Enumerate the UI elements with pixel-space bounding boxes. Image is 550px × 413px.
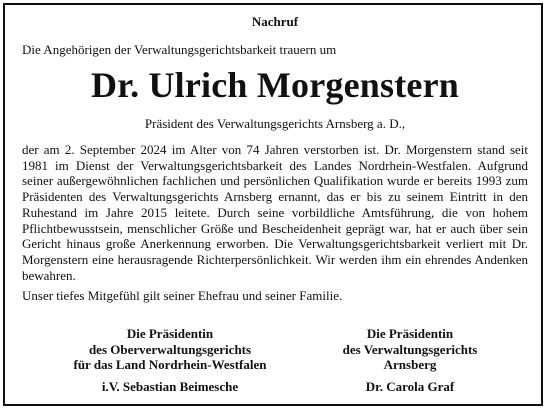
notice-closing: Unser tiefes Mitgefühl gilt seiner Ehefrau und seiner Familie. [22, 288, 343, 303]
signature-right-line1: Die Präsidentin [366, 326, 454, 341]
notice-heading: Nachruf [251, 14, 299, 29]
deceased-role: Präsident des Verwaltungsgerichts Arnsberg a. D., [144, 116, 406, 131]
signature-left-line3: für das Land Nordrhein-Westfalen [73, 357, 267, 373]
signatory-name-left: i.V. Sebastian Beimesche [101, 379, 239, 394]
signature-block-left [60, 326, 280, 373]
deceased-name: Dr. Ulrich Morgenstern [91, 65, 459, 105]
notice-body: der am 2. September 2024 im Alter von 74 Jahren verstorben ist. Dr. Morgenstern stand seit 1981 im Dienst der Verwaltungsgerichtsbarkeit des Landes Nordrhein-Westfalen. Aufgrund seiner außergewöhnlichen fachlichen und persönlichen Qualifikation wurde er bereits 1993 zum Präsidenten des Verwaltungsgerichts Arnsberg ernannt, das er bis zu seinem Eintritt in den Ruhestand im Jahre 2015 leitete. Durch seine vorbildliche Amtsführung, die von hohem Pflichtbewusstsein, menschlicher Größe und Bescheidenheit geprägt war, hat er auch über sein Gericht hinaus große Anerkennung erworben. Die Verwaltungsgerichtsbarkeit verliert mit Dr. Morgenstern eine herausragende Richterpersönlichkeit. Wir werden ihm ein ehrendes Andenken bewahren. [22, 142, 528, 283]
signature-left-line1: Die Präsidentin [126, 326, 214, 341]
signature-left-line2: des Oberverwaltungsgerichts [88, 341, 252, 357]
signature-right-line3: Arnsberg [383, 357, 437, 373]
signature-block-right [300, 326, 520, 373]
notice-intro: Die Angehörigen der Verwaltungsgerichtsbarkeit trauern um [22, 42, 337, 57]
signatory-name-right: Dr. Carola Graf [365, 379, 455, 394]
signature-right-line2: des Verwaltungsgerichts [342, 341, 478, 357]
